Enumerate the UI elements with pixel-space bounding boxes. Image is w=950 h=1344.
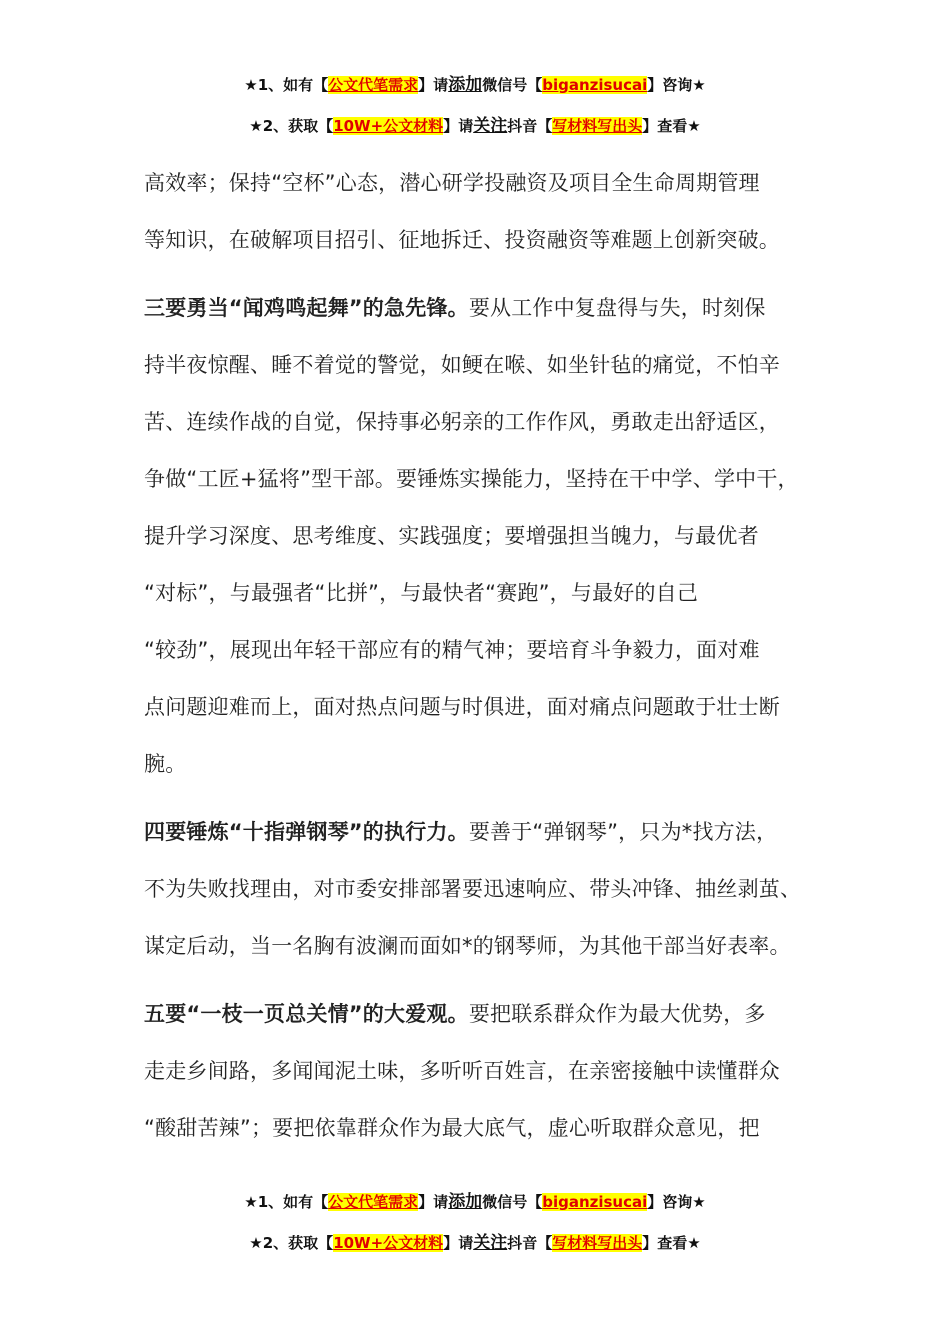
paragraph-line: 持半夜惊醒、睡不着觉的警觉，如鲠在喉、如坐针毡的痛觉，不怕辛 (144, 353, 780, 377)
paragraph-text: 要把联系群众作为最大优势，多 (468, 1002, 766, 1026)
banner-underline-follow: 关注 (473, 116, 508, 136)
banner-highlight-service: 公文代笔需求 (328, 1193, 419, 1211)
banner-text: 微信号【 (482, 1193, 543, 1211)
banner-text: ★1、如有【 (244, 76, 329, 94)
banner-text: 】请 (443, 1234, 474, 1252)
paragraph-line: 不为失败找理由，对市委安排部署要迅速响应、带头冲锋、抽丝剥茧、 (144, 877, 802, 901)
paragraph-heading-line (144, 804, 829, 861)
paragraph-line: 争做“工匠+猛将”型干部。要锤炼实操能力，坚持在干中学、学中干， (144, 467, 799, 491)
banner-text: 抖音【 (507, 117, 553, 135)
paragraph-line: 提升学习深度、思考维度、实践强度；要增强担当魄力，与最优者 (144, 524, 759, 548)
banner-underline-add: 添加 (448, 1192, 483, 1212)
banner-text: 】请 (418, 76, 449, 94)
paragraph-line: 点问题迎难而上，面对热点问题与时俱进，面对痛点问题敢于壮士断 (144, 695, 780, 719)
banner-text: 微信号【 (482, 76, 543, 94)
banner-highlight-douyin-id: 写材料写出头 (552, 117, 643, 135)
banner-text: ★2、获取【 (249, 1234, 334, 1252)
banner-text: ★1、如有【 (244, 1193, 329, 1211)
banner-highlight-materials: 10W+公文材料 (333, 1234, 444, 1252)
paragraph-line: 高效率；保持“空杯”心态，潜心研学投融资及项目全生命周期管理 (144, 171, 760, 195)
banner-highlight-wechat-id: biganzisucai (542, 76, 648, 94)
banner-highlight-materials: 10W+公文材料 (333, 117, 444, 135)
banner-text: ★2、获取【 (249, 117, 334, 135)
banner-text: 】请 (418, 1193, 449, 1211)
document-body (144, 155, 829, 1157)
top-banner-line-2 (0, 111, 950, 136)
banner-highlight-douyin-id: 写材料写出头 (552, 1234, 643, 1252)
banner-text: 抖音【 (507, 1234, 553, 1252)
section-heading-3: 三要勇当“闻鸡鸣起舞”的急先锋。 (144, 296, 469, 320)
paragraph-line: 等知识，在破解项目招引、征地拆迁、投资融资等难题上创新突破。 (144, 228, 780, 252)
paragraph-line: 走走乡间路，多闻闻泥土味，多听听百姓言，在亲密接触中读懂群众 (144, 1059, 780, 1083)
banner-text: 】请 (443, 117, 474, 135)
banner-text: 】查看★ (642, 117, 701, 135)
section-heading-5: 五要“一枝一页总关情”的大爱观。 (144, 1002, 469, 1026)
section-heading-4: 四要锤炼“十指弹钢琴”的执行力。 (144, 820, 469, 844)
paragraph-text: 要善于“弹钢琴”，只为*找方法， (468, 820, 778, 844)
bottom-banner-line-2 (0, 1228, 950, 1253)
banner-text: 】查看★ (642, 1234, 701, 1252)
banner-underline-add: 添加 (448, 75, 483, 95)
top-banner-line-1 (0, 70, 950, 95)
paragraph-line: “对标”，与最强者“比拼”，与最快者“赛跑”，与最好的自己 (144, 581, 699, 605)
paragraph-text: 要从工作中复盘得与失，时刻保 (468, 296, 766, 320)
paragraph-line: 腕。 (144, 752, 187, 776)
paragraph-line: 谋定后动，当一名胸有波澜而面如*的钢琴师，为其他干部当好表率。 (144, 934, 791, 958)
banner-highlight-service: 公文代笔需求 (328, 76, 419, 94)
paragraph-line: 苦、连续作战的自觉，保持事必躬亲的工作作风，勇敢走出舒适区， (144, 410, 780, 434)
banner-highlight-wechat-id: biganzisucai (542, 1193, 648, 1211)
paragraph-line: “酸甜苦辣”；要把依靠群众作为最大底气，虚心听取群众意见，把 (144, 1116, 760, 1140)
banner-text: 】咨询★ (647, 1193, 706, 1211)
banner-text: 】咨询★ (647, 76, 706, 94)
paragraph-line: “较劲”，展现出年轻干部应有的精气神；要培育斗争毅力，面对难 (144, 638, 760, 662)
bottom-banner-line-1 (0, 1187, 950, 1212)
paragraph-heading-line (144, 280, 829, 337)
paragraph-heading-line (144, 986, 829, 1043)
banner-underline-follow: 关注 (473, 1233, 508, 1253)
